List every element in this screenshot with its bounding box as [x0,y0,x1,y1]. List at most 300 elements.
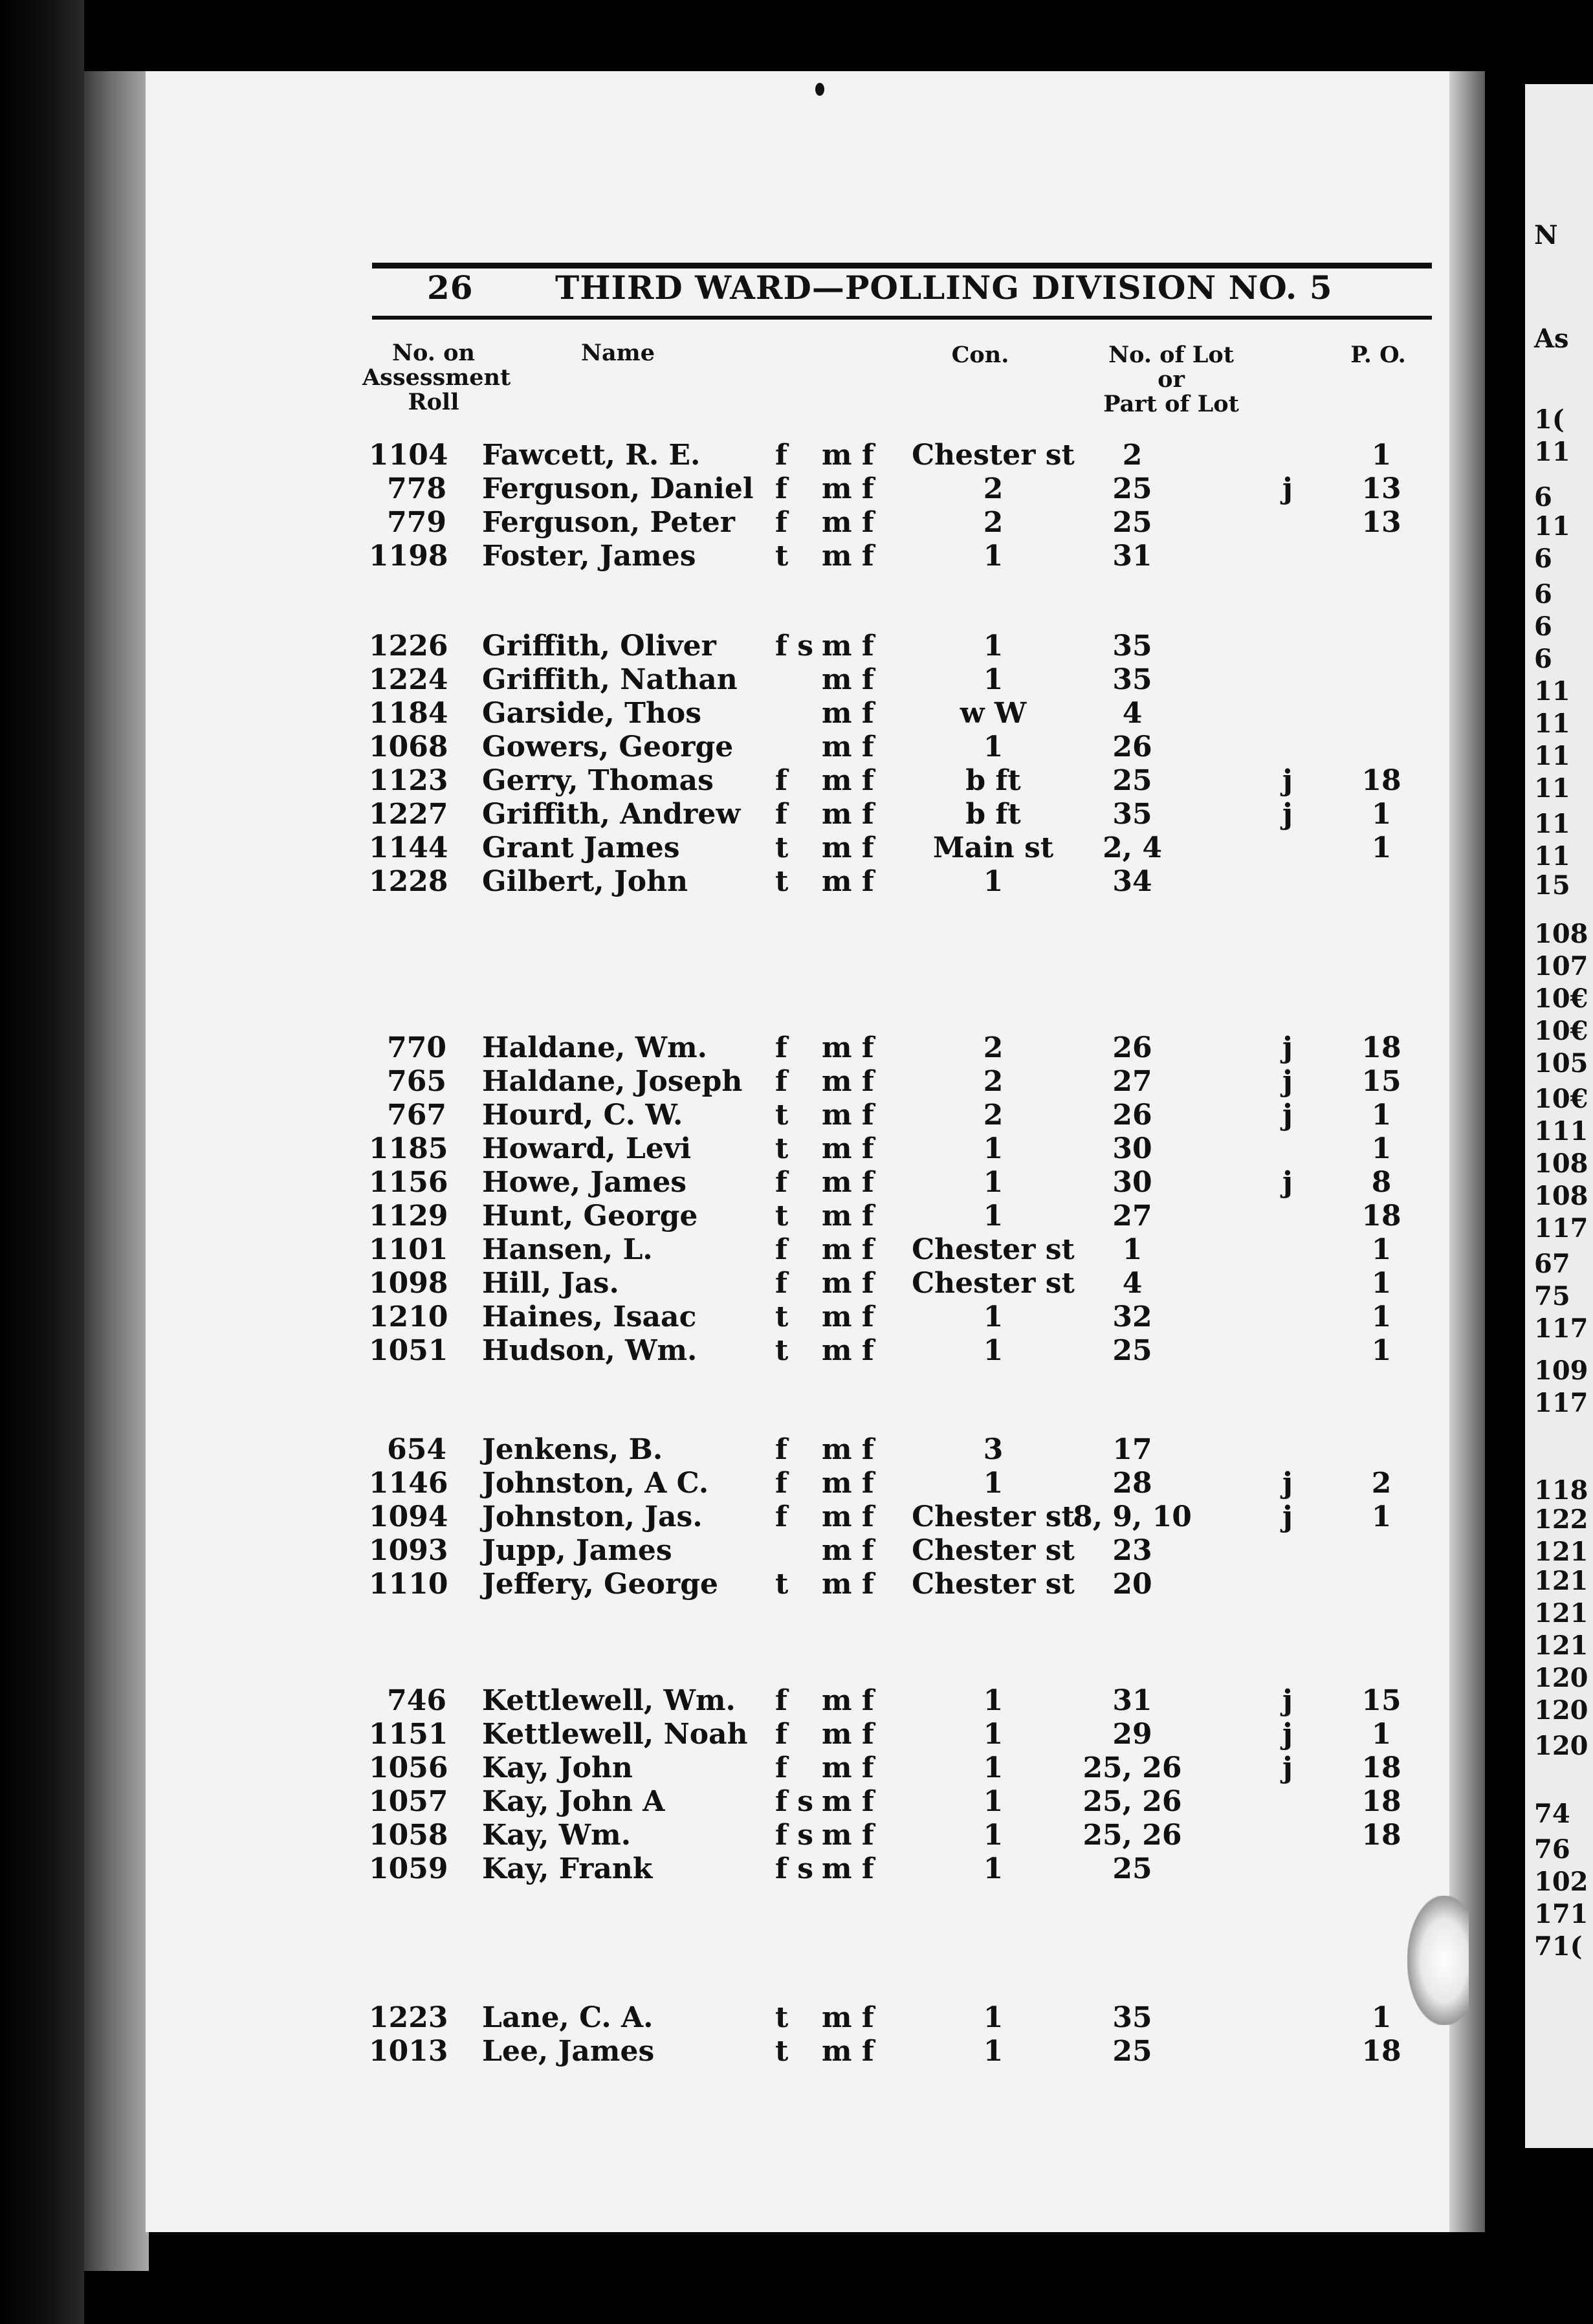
assessment-no: 1184 [369,697,448,730]
assessment-no: 654 [387,1433,446,1466]
table-row [0,697,1593,730]
lot-number: 1 [1122,1233,1143,1266]
qualification: t [775,1099,789,1132]
voter-name: Gilbert, John [482,865,688,898]
occupancy: m f [822,697,874,730]
qualification: f [775,1065,787,1098]
next-page-text: 118 [1534,1475,1588,1506]
occupancy: m f [822,1500,874,1533]
assessment-no: 1144 [369,831,448,864]
qualification: t [775,1568,789,1601]
table-row [0,865,1593,899]
post-office: 1 [1371,1267,1392,1300]
table-row [0,472,1593,506]
next-page-text: 15 [1534,870,1570,901]
concession: Chester st [912,1568,1075,1601]
col-header-name: Name [581,340,655,366]
assessment-no: 1057 [369,1785,448,1818]
concession: 1 [983,2001,1004,2034]
next-page-text: 108 [1534,919,1588,949]
voter-name: Griffith, Nathan [482,663,738,696]
post-office: 18 [1361,2035,1401,2068]
page-title: THIRD WARD—POLLING DIVISION NO. 5 [555,269,1333,307]
next-page-text: 74 [1534,1799,1570,1829]
qualification: f [775,1684,787,1717]
voter-name: Griffith, Andrew [482,798,741,831]
juror-mark: j [1282,764,1293,797]
occupancy: m f [822,472,874,505]
lot-number: 28 [1112,1467,1152,1500]
assessment-no: 1110 [369,1568,448,1601]
table-row [0,798,1593,831]
next-page-text: 120 [1534,1663,1588,1693]
next-page-text: 117 [1534,1388,1588,1418]
qualification: t [775,2035,789,2068]
post-office: 1 [1371,1500,1392,1533]
concession: Main st [932,831,1054,864]
next-page-text: As [1534,323,1569,354]
post-office: 13 [1361,506,1401,539]
occupancy: m f [822,2035,874,2068]
voter-name: Lee, James [482,2035,655,2068]
concession: 1 [983,1300,1004,1333]
lot-number: 25 [1112,764,1152,797]
voter-name: Johnston, Jas. [482,1500,703,1533]
post-office: 2 [1371,1467,1392,1500]
table-row [0,831,1593,865]
table-row [0,663,1593,697]
lot-number: 35 [1112,798,1152,831]
concession: 3 [983,1433,1004,1466]
occupancy: m f [822,1166,874,1199]
next-page-text: 10€ [1534,1016,1588,1046]
post-office: 1 [1371,798,1392,831]
concession: 1 [983,730,1004,763]
qualification: f [775,1433,787,1466]
next-page-text: 11 [1534,511,1570,542]
juror-mark: j [1282,1684,1293,1717]
voter-name: Hudson, Wm. [482,1334,698,1367]
post-office: 1 [1371,1300,1392,1333]
qualification: f s [775,1819,814,1852]
assessment-no: 1094 [369,1500,448,1533]
post-office: 1 [1371,1233,1392,1266]
next-page-text: 11 [1534,676,1570,707]
next-page-text: 11 [1534,809,1570,839]
occupancy: m f [822,1467,874,1500]
qualification: t [775,1200,789,1233]
table-row [0,1534,1593,1568]
concession: w W [960,697,1027,730]
concession: 1 [983,1718,1004,1751]
concession: 1 [983,663,1004,696]
post-office: 18 [1361,1785,1401,1818]
next-page-text: 121 [1534,1566,1588,1596]
assessment-no: 1056 [369,1751,448,1784]
juror-mark: j [1282,1751,1293,1784]
occupancy: m f [822,764,874,797]
table-row [0,2035,1593,2068]
assessment-no: 1156 [369,1166,448,1199]
assessment-no: 1013 [369,2035,448,2068]
occupancy: m f [822,1718,874,1751]
page-number: 26 [427,269,474,307]
qualification: f [775,472,787,505]
post-office: 15 [1361,1684,1401,1717]
voter-name: Jenkens, B. [482,1433,663,1466]
next-page-text: 11 [1534,708,1570,739]
qualification: f [775,506,787,539]
assessment-no: 1228 [369,865,448,898]
juror-mark: j [1282,472,1293,505]
assessment-no: 1101 [369,1233,448,1266]
assessment-no: 1198 [369,540,448,573]
next-page-text: N [1534,220,1558,250]
voter-name: Griffith, Oliver [482,630,716,663]
table-row [0,1568,1593,1601]
lot-number: 25 [1112,472,1152,505]
concession: 1 [983,540,1004,573]
voter-name: Kettlewell, Wm. [482,1684,736,1717]
post-office: 18 [1361,1751,1401,1784]
table-row [0,439,1593,472]
qualification: t [775,2001,789,2034]
occupancy: m f [822,1568,874,1601]
concession: 1 [983,865,1004,898]
occupancy: m f [822,1065,874,1098]
next-page-text: 67 [1534,1249,1570,1279]
table-row [0,630,1593,663]
table-row [0,1819,1593,1852]
post-office: 18 [1361,764,1401,797]
header-rule-top [372,263,1432,269]
assessment-no: 1068 [369,730,448,763]
juror-mark: j [1282,1065,1293,1098]
occupancy: m f [822,663,874,696]
voter-name: Johnston, A C. [482,1467,709,1500]
next-page-text: 121 [1534,1537,1588,1567]
lot-number: 26 [1112,730,1152,763]
concession: 1 [983,1684,1004,1717]
occupancy: m f [822,1433,874,1466]
concession: 2 [983,1065,1004,1098]
table-row [0,1500,1593,1534]
voter-name: Howard, Levi [482,1132,692,1165]
next-page-text: 105 [1534,1048,1588,1079]
next-page-text: 1( [1534,404,1565,435]
qualification: f [775,1500,787,1533]
juror-mark: j [1282,1500,1293,1533]
concession: 1 [983,1132,1004,1165]
lot-number: 31 [1112,540,1152,573]
concession: 1 [983,1334,1004,1367]
assessment-no: 1123 [369,764,448,797]
occupancy: m f [822,1233,874,1266]
lot-number: 32 [1112,1300,1152,1333]
table-row [0,1233,1593,1267]
col-header-lot: No. of Lot or Part of Lot [1103,342,1239,417]
voter-name: Kay, John [482,1751,633,1784]
qualification: f [775,1166,787,1199]
next-page-text: 121 [1534,1598,1588,1628]
qualification: f s [775,1785,814,1818]
lot-number: 27 [1112,1065,1152,1098]
occupancy: m f [822,1819,874,1852]
assessment-no: 1051 [369,1334,448,1367]
post-office: 1 [1371,439,1392,472]
post-office: 1 [1371,1718,1392,1751]
occupancy: m f [822,1267,874,1300]
next-page-text: 6 [1534,579,1552,609]
lot-number: 4 [1122,697,1143,730]
qualification: t [775,831,789,864]
voter-name: Kay, Wm. [482,1819,632,1852]
juror-mark: j [1282,1718,1293,1751]
occupancy: m f [822,730,874,763]
voter-name: Hansen, L. [482,1233,653,1266]
concession: 1 [983,1852,1004,1885]
next-page-text: 117 [1534,1313,1588,1344]
table-row [0,1099,1593,1132]
occupancy: m f [822,1200,874,1233]
lot-number: 20 [1112,1568,1152,1601]
table-row [0,1684,1593,1718]
table-row [0,1467,1593,1500]
post-office: 18 [1361,1200,1401,1233]
next-page-text: 109 [1534,1355,1588,1386]
occupancy: m f [822,540,874,573]
next-page-text: 11 [1534,773,1570,804]
assessment-no: 1151 [369,1718,448,1751]
assessment-no: 779 [387,506,446,539]
lot-number: 2 [1122,439,1143,472]
lot-number: 31 [1112,1684,1152,1717]
voter-name: Howe, James [482,1166,687,1199]
lot-number: 34 [1112,865,1152,898]
lot-number: 35 [1112,663,1152,696]
table-row [0,1031,1593,1065]
lot-number: 26 [1112,1031,1152,1064]
lot-number: 30 [1112,1132,1152,1165]
occupancy: m f [822,630,874,663]
occupancy: m f [822,865,874,898]
concession: 1 [983,1785,1004,1818]
concession: 1 [983,1166,1004,1199]
voter-name: Ferguson, Peter [482,506,735,539]
qualification: f [775,1751,787,1784]
assessment-no: 1210 [369,1300,448,1333]
concession: Chester st [912,1500,1075,1533]
occupancy: m f [822,1099,874,1132]
next-page-text: 10€ [1534,1084,1588,1114]
table-row [0,540,1593,573]
qualification: t [775,865,789,898]
table-row [0,1200,1593,1233]
lot-number: 29 [1112,1718,1152,1751]
lot-number: 35 [1112,2001,1152,2034]
concession: 1 [983,2035,1004,2068]
qualification: f [775,1267,787,1300]
post-office: 1 [1371,1132,1392,1165]
lot-number: 25, 26 [1082,1751,1182,1784]
qualification: f [775,1718,787,1751]
voter-name: Kettlewell, Noah [482,1718,748,1751]
occupancy: m f [822,1334,874,1367]
voter-name: Fawcett, R. E. [482,439,701,472]
voter-name: Gerry, Thomas [482,764,714,797]
table-row [0,1785,1593,1819]
col-header-no: No. on Assessment Roll [362,340,511,415]
next-page-text: 111 [1534,1116,1588,1146]
post-office: 1 [1371,1334,1392,1367]
voter-name: Hill, Jas. [482,1267,619,1300]
assessment-no: 778 [387,472,446,505]
concession: 2 [983,472,1004,505]
lot-number: 17 [1112,1433,1152,1466]
table-row [0,1718,1593,1751]
concession: 1 [983,630,1004,663]
lot-number: 26 [1112,1099,1152,1132]
voter-name: Gowers, George [482,730,734,763]
concession: 1 [983,1200,1004,1233]
lot-number: 35 [1112,630,1152,663]
next-page-text: 121 [1534,1630,1588,1661]
next-page-text: 6 [1534,543,1552,574]
concession: 2 [983,506,1004,539]
table-row [0,1751,1593,1785]
occupancy: m f [822,1852,874,1885]
qualification: f [775,1467,787,1500]
table-row [0,1065,1593,1099]
concession: Chester st [912,1267,1075,1300]
next-page-text: 122 [1534,1504,1588,1535]
juror-mark: j [1282,1166,1293,1199]
assessment-no: 1093 [369,1534,448,1567]
next-page-text: 6 [1534,482,1552,512]
post-office: 15 [1361,1065,1401,1098]
post-office: 18 [1361,1819,1401,1852]
next-page-text: 108 [1534,1181,1588,1211]
qualification: t [775,1132,789,1165]
table-row [0,1166,1593,1200]
concession: 1 [983,1467,1004,1500]
lot-number: 8, 9, 10 [1073,1500,1192,1533]
voter-name: Hunt, George [482,1200,698,1233]
voter-name: Haldane, Wm. [482,1031,707,1064]
qualification: t [775,1334,789,1367]
post-office: 8 [1371,1166,1392,1199]
table-row [0,1267,1593,1300]
juror-mark: j [1282,1099,1293,1132]
col-header-po: P. O. [1350,342,1406,368]
lot-number: 23 [1112,1534,1152,1567]
lot-number: 25 [1112,2035,1152,2068]
assessment-no: 1146 [369,1467,448,1500]
lot-number: 4 [1122,1267,1143,1300]
next-page-text: 10€ [1534,983,1588,1014]
occupancy: m f [822,1534,874,1567]
next-page-text: 107 [1534,951,1588,981]
next-page-text: 6 [1534,611,1552,642]
ink-dot [815,83,824,96]
voter-name: Ferguson, Daniel [482,472,754,505]
assessment-no: 1185 [369,1132,448,1165]
table-row [0,1852,1593,1886]
juror-mark: j [1282,1031,1293,1064]
lot-number: 30 [1112,1166,1152,1199]
table-row [0,1334,1593,1368]
qualification: f s [775,630,814,663]
occupancy: m f [822,1300,874,1333]
next-page-text: 71( [1534,1931,1583,1962]
voter-name: Foster, James [482,540,696,573]
assessment-no: 765 [387,1065,446,1098]
qualification: f [775,439,787,472]
next-page-text: 76 [1534,1834,1570,1865]
assessment-no: 1058 [369,1819,448,1852]
concession: Chester st [912,1534,1075,1567]
occupancy: m f [822,506,874,539]
concession: 1 [983,1819,1004,1852]
voter-name: Grant James [482,831,680,864]
concession: b ft [965,764,1021,797]
table-row [0,1300,1593,1334]
qualification: f [775,764,787,797]
assessment-no: 1059 [369,1852,448,1885]
voter-name: Lane, C. A. [482,2001,654,2034]
juror-mark: j [1282,1467,1293,1500]
table-row [0,730,1593,764]
voter-name: Kay, John A [482,1785,665,1818]
assessment-no: 1129 [369,1200,448,1233]
post-office: 18 [1361,1031,1401,1064]
voter-name: Hourd, C. W. [482,1099,683,1132]
occupancy: m f [822,2001,874,2034]
concession: b ft [965,798,1021,831]
occupancy: m f [822,1031,874,1064]
qualification: f [775,1233,787,1266]
table-row [0,1433,1593,1467]
qualification: t [775,540,789,573]
assessment-no: 1104 [369,439,448,472]
post-office: 1 [1371,2001,1392,2034]
lot-number: 25, 26 [1082,1819,1182,1852]
assessment-no: 770 [387,1031,446,1064]
table-row [0,764,1593,798]
lot-number: 25 [1112,506,1152,539]
table-row [0,1132,1593,1166]
lot-number: 25 [1112,1334,1152,1367]
concession: 2 [983,1031,1004,1064]
next-page-text: 11 [1534,841,1570,872]
occupancy: m f [822,1785,874,1818]
assessment-no: 1223 [369,2001,448,2034]
concession: 1 [983,1751,1004,1784]
voter-name: Haines, Isaac [482,1300,697,1333]
assessment-no: 1098 [369,1267,448,1300]
table-row [0,2001,1593,2035]
lot-number: 25 [1112,1852,1152,1885]
juror-mark: j [1282,798,1293,831]
next-page-text: 171 [1534,1899,1588,1929]
occupancy: m f [822,798,874,831]
qualification: t [775,1300,789,1333]
qualification: f s [775,1852,814,1885]
next-page-text: 108 [1534,1148,1588,1179]
qualification: f [775,798,787,831]
voter-name: Jeffery, George [482,1568,718,1601]
occupancy: m f [822,1684,874,1717]
